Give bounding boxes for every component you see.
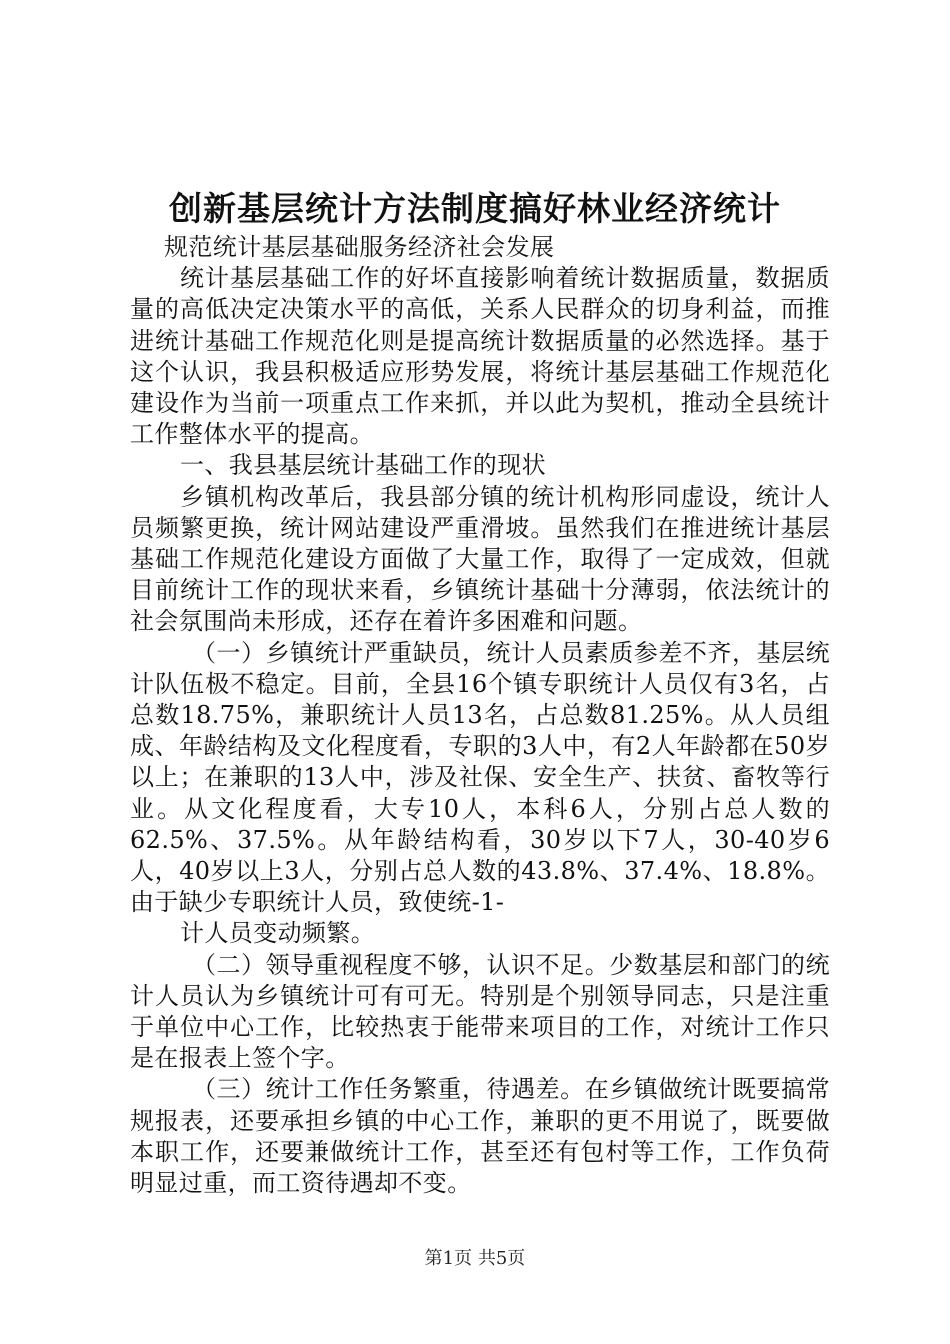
document-title: 创新基层统计方法制度搞好林业经济统计: [169, 189, 781, 228]
paragraph-item-1: （一）乡镇统计严重缺员，统计人员素质参差不齐，基层统计队伍极不稳定。目前，全县16个镇专职统计人员仅有3名，占总数18.75%，兼职统计人员13名，占总数81.25%。从人员组成、年龄结构及文化程度看，专职的3人中，有2人年龄都在50岁以上；在兼职的13人中，涉及社保、安全生产、扶贫、畜牧等行业。从文化程度看，大专10人，本科6人，分别占总人数的62.5%、37.5%。从年龄结构看，30岁以下7人，30-40岁6人，40岁以上3人，分别占总人数的43.8%、37.4%、18.8%。由于缺少专职统计人员，致使统-1-: [130, 638, 830, 917]
paragraph-intro: 统计基层基础工作的好坏直接影响着统计数据质量，数据质量的高低决定决策水平的高低，关系人民群众的切身利益，而推进统计基础工作规范化则是提高统计数据质量的必然选择。基于这个认识，我县积极适应形势发展，将统计基层基础工作规范化建设作为当前一项重点工作来抓，并以此为契机，推动全县统计工作整体水平的提高。: [130, 264, 830, 449]
paragraph-status: 乡镇机构改革后，我县部分镇的统计机构形同虚设，统计人员频繁更换，统计网站建设严重滑坡。虽然我们在推进统计基层基础工作规范化建设方面做了大量工作，取得了一定成效，但就目前统计工作的现状来看，乡镇统计基础十分薄弱，依法统计的社会氛围尚未形成，还存在着许多困难和问题。: [130, 482, 830, 636]
paragraph-continuation: 计人员变动频繁。: [180, 919, 376, 948]
document-body: [130, 232, 830, 1199]
page-number: 第1页 共5页: [424, 1248, 526, 1269]
paragraph-item-3: （三）统计工作任务繁重，待遇差。在乡镇做统计既要搞常规报表，还要承担乡镇的中心工作，兼职的更不用说了，既要做本职工作，还要兼做统计工作，甚至还有包村等工作，工作负荷明显过重，而工资待遇却不变。: [130, 1075, 830, 1198]
section-heading-1: 一、我县基层统计基础工作的现状: [180, 451, 546, 480]
paragraph-item-2: （二）领导重视程度不够，认识不足。少数基层和部门的统计人员认为乡镇统计可有可无。特别是个别领导同志，只是注重于单位中心工作，比较热衷于能带来项目的工作，对统计工作只是在报表上签个字。: [130, 950, 830, 1073]
document-subtitle: 规范统计基层基础服务经济社会发展: [164, 233, 555, 261]
